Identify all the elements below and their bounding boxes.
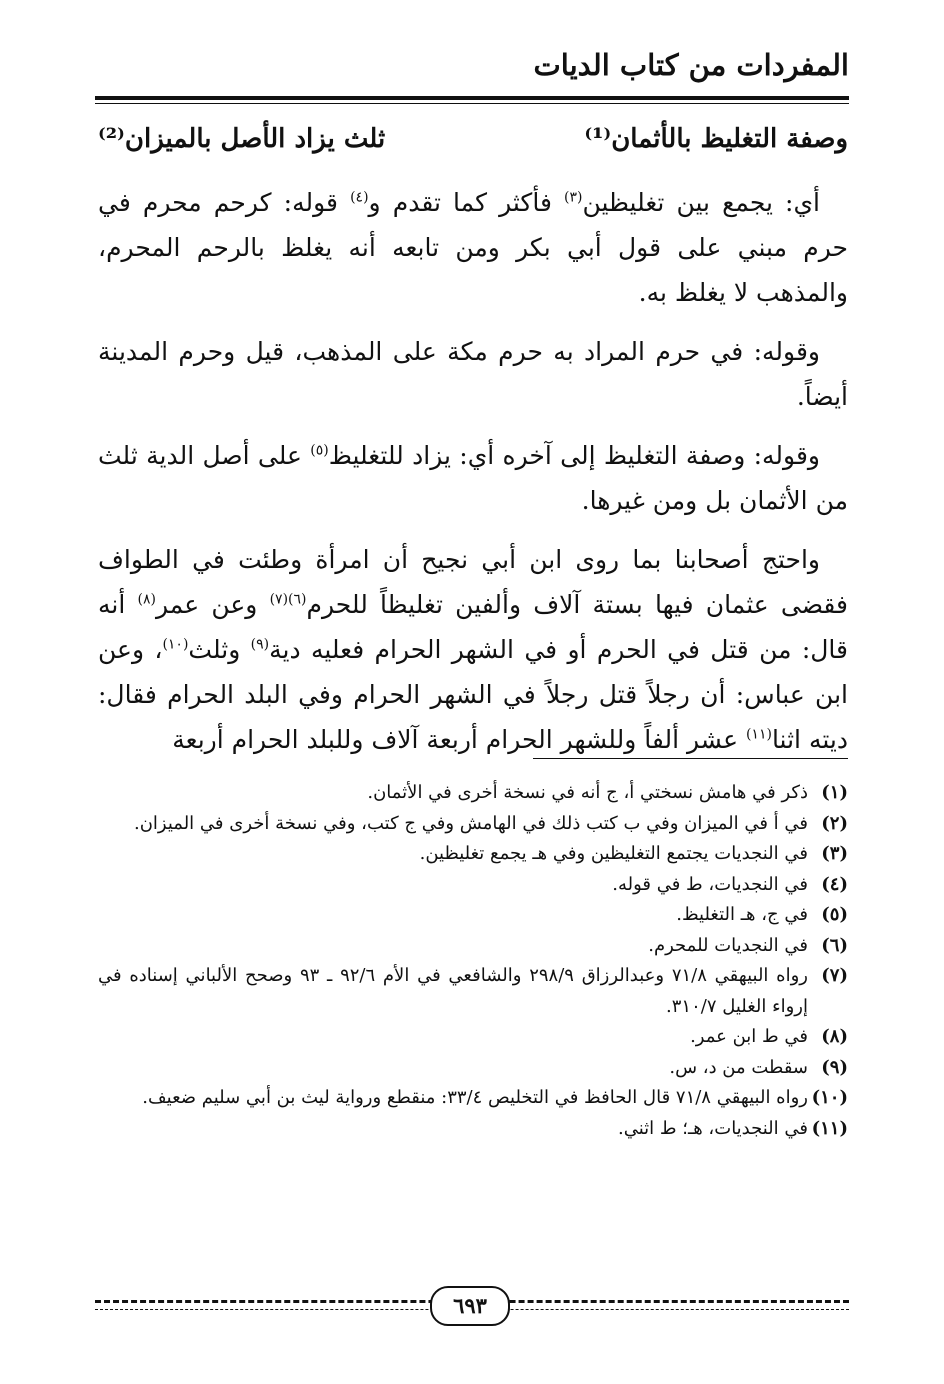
page-number: ٦٩٣	[430, 1286, 510, 1326]
footnotes	[98, 778, 848, 1144]
footnote-text: سقطت من د، س.	[669, 1056, 808, 1078]
text-segment: فأكثر كما تقدم و	[368, 188, 564, 217]
text-segment: قوله: كرحم محرم في حرم مبني على قول أبي بكر ومن تابعه أنه يغلظ بالرحم المحرم، والمذهب لا يغلظ به.	[98, 188, 848, 307]
footnote-text: في ط ابن عمر.	[690, 1026, 808, 1047]
text-segment: ، وعن ابن عباس: أن رجلاً قتل رجلاً في الشهر الحرام وفي البلد الحرام فقال: ديته اثنا	[98, 635, 848, 754]
header-rule-thick	[95, 96, 849, 100]
footnote-text: في النجديات يجتمع التغليظين وفي هـ يجمع تغليظين.	[419, 843, 808, 864]
footnote-item	[98, 839, 848, 870]
footnote-text: في أ في الميزان وفي ب كتب ذلك في الهامش وفي ج كتب، وفي نسخة أخرى في الميزان.	[133, 812, 808, 834]
footnote-ref: (١١)	[745, 726, 772, 743]
footnote-item	[98, 1114, 848, 1145]
footnote-item	[98, 778, 848, 809]
footnote-text: في النجديات للمحرم.	[648, 934, 808, 956]
text-segment: على أصل الدية ثلث من الأثمان بل ومن غيرها.	[98, 441, 848, 515]
verse-hemistich-second: ثلث يزاد الأصل بالميزان⁽²⁾	[98, 124, 386, 154]
paragraph-2	[98, 329, 848, 419]
footnote-number: (٩)	[821, 1056, 848, 1078]
text-segment: وقوله: وصفة التغليظ إلى آخره أي: يزاد للتغليظ	[328, 441, 820, 470]
footnote-item	[98, 961, 848, 1022]
footnote-ref: (٣)	[563, 189, 583, 206]
text-segment: أي: يجمع بين تغليظين	[582, 188, 820, 217]
header-rule-thin	[95, 103, 849, 104]
text-segment: وثلث	[188, 635, 251, 664]
footnote-item	[98, 1053, 848, 1084]
footnote-text: رواه البيهقي ٧١/٨ وعبدالرزاق ٢٩٨/٩ والشافعي في الأم ٩٢/٦ ـ ٩٣ وصحح الألباني إسناده في إرواء الغليل ٣١٠/٧.	[98, 965, 808, 1017]
footnote-text: في ج، هـ التغليظ.	[676, 904, 808, 925]
footnote-number: (١١)	[811, 1117, 848, 1139]
footnote-separator	[533, 758, 848, 759]
footnote-number: (١)	[821, 782, 848, 803]
verse-hemistich-first: وصفة التغليظ بالأثمان⁽¹⁾	[584, 124, 848, 154]
footnote-number: (٢)	[821, 812, 848, 834]
body-text	[98, 180, 848, 776]
running-head-title: المفردات من كتاب الديات	[533, 48, 849, 82]
verse-line	[98, 118, 848, 164]
footnote-ref: (٤)	[350, 189, 369, 206]
text-segment: أنه قال: من قتل في الحرم أو في الشهر الحرام فعليه دية	[98, 590, 848, 664]
footnote-item	[98, 931, 848, 962]
footnote-number: (٤)	[821, 873, 848, 895]
text-segment: وقوله: في حرم المراد به حرم مكة على المذهب، قيل وحرم المدينة أيضاً.	[98, 337, 848, 411]
footnote-number: (٣)	[821, 843, 848, 864]
paragraph-4	[98, 537, 848, 762]
text-segment: واحتج أصحابنا بما روى ابن أبي نجيح أن امرأة وطئت في الطواف فقضى عثمان فيها بستة آلاف وألفين تغليظاً للحرم	[98, 545, 849, 619]
text-segment: عشر ألفاً وللشهر الحرام أربعة آلاف وللبلد الحرام أربعة	[172, 725, 746, 754]
text-segment: وعن عمر	[155, 590, 270, 619]
footnote-item	[98, 1022, 848, 1053]
footnote-ref: (٥)	[310, 442, 329, 459]
footnote-item	[98, 1083, 848, 1114]
paragraph-3	[98, 433, 848, 523]
footnote-number: (٧)	[821, 965, 848, 986]
footnote-text: رواه البيهقي ٧١/٨ قال الحافظ في التخليص ٣٣/٤: منقطع ورواية ليث بن أبي سليم ضعيف.	[142, 1087, 808, 1108]
footnote-item	[98, 870, 848, 901]
footnote-ref: (٦)(٧)	[269, 591, 307, 608]
footnote-text: في النجديات، هـ؛ ط اثني.	[617, 1117, 808, 1139]
footnote-number: (٨)	[821, 1026, 848, 1047]
footnote-number: (٦)	[821, 934, 848, 956]
footnote-ref: (١٠)	[162, 636, 189, 653]
footnote-text: ذكر في هامش نسختي أ، ج أنه في نسخة أخرى في الأثمان.	[367, 782, 808, 803]
footnote-number: (٥)	[821, 904, 848, 925]
footnote-item	[98, 809, 848, 840]
paragraph-1	[98, 180, 848, 315]
footnote-number: (١٠)	[811, 1087, 848, 1108]
footnote-text: في النجديات، ط في قوله.	[612, 873, 808, 895]
footnote-item	[98, 900, 848, 931]
footnote-ref: (٨)	[137, 591, 156, 608]
footnote-ref: (٩)	[250, 636, 270, 653]
